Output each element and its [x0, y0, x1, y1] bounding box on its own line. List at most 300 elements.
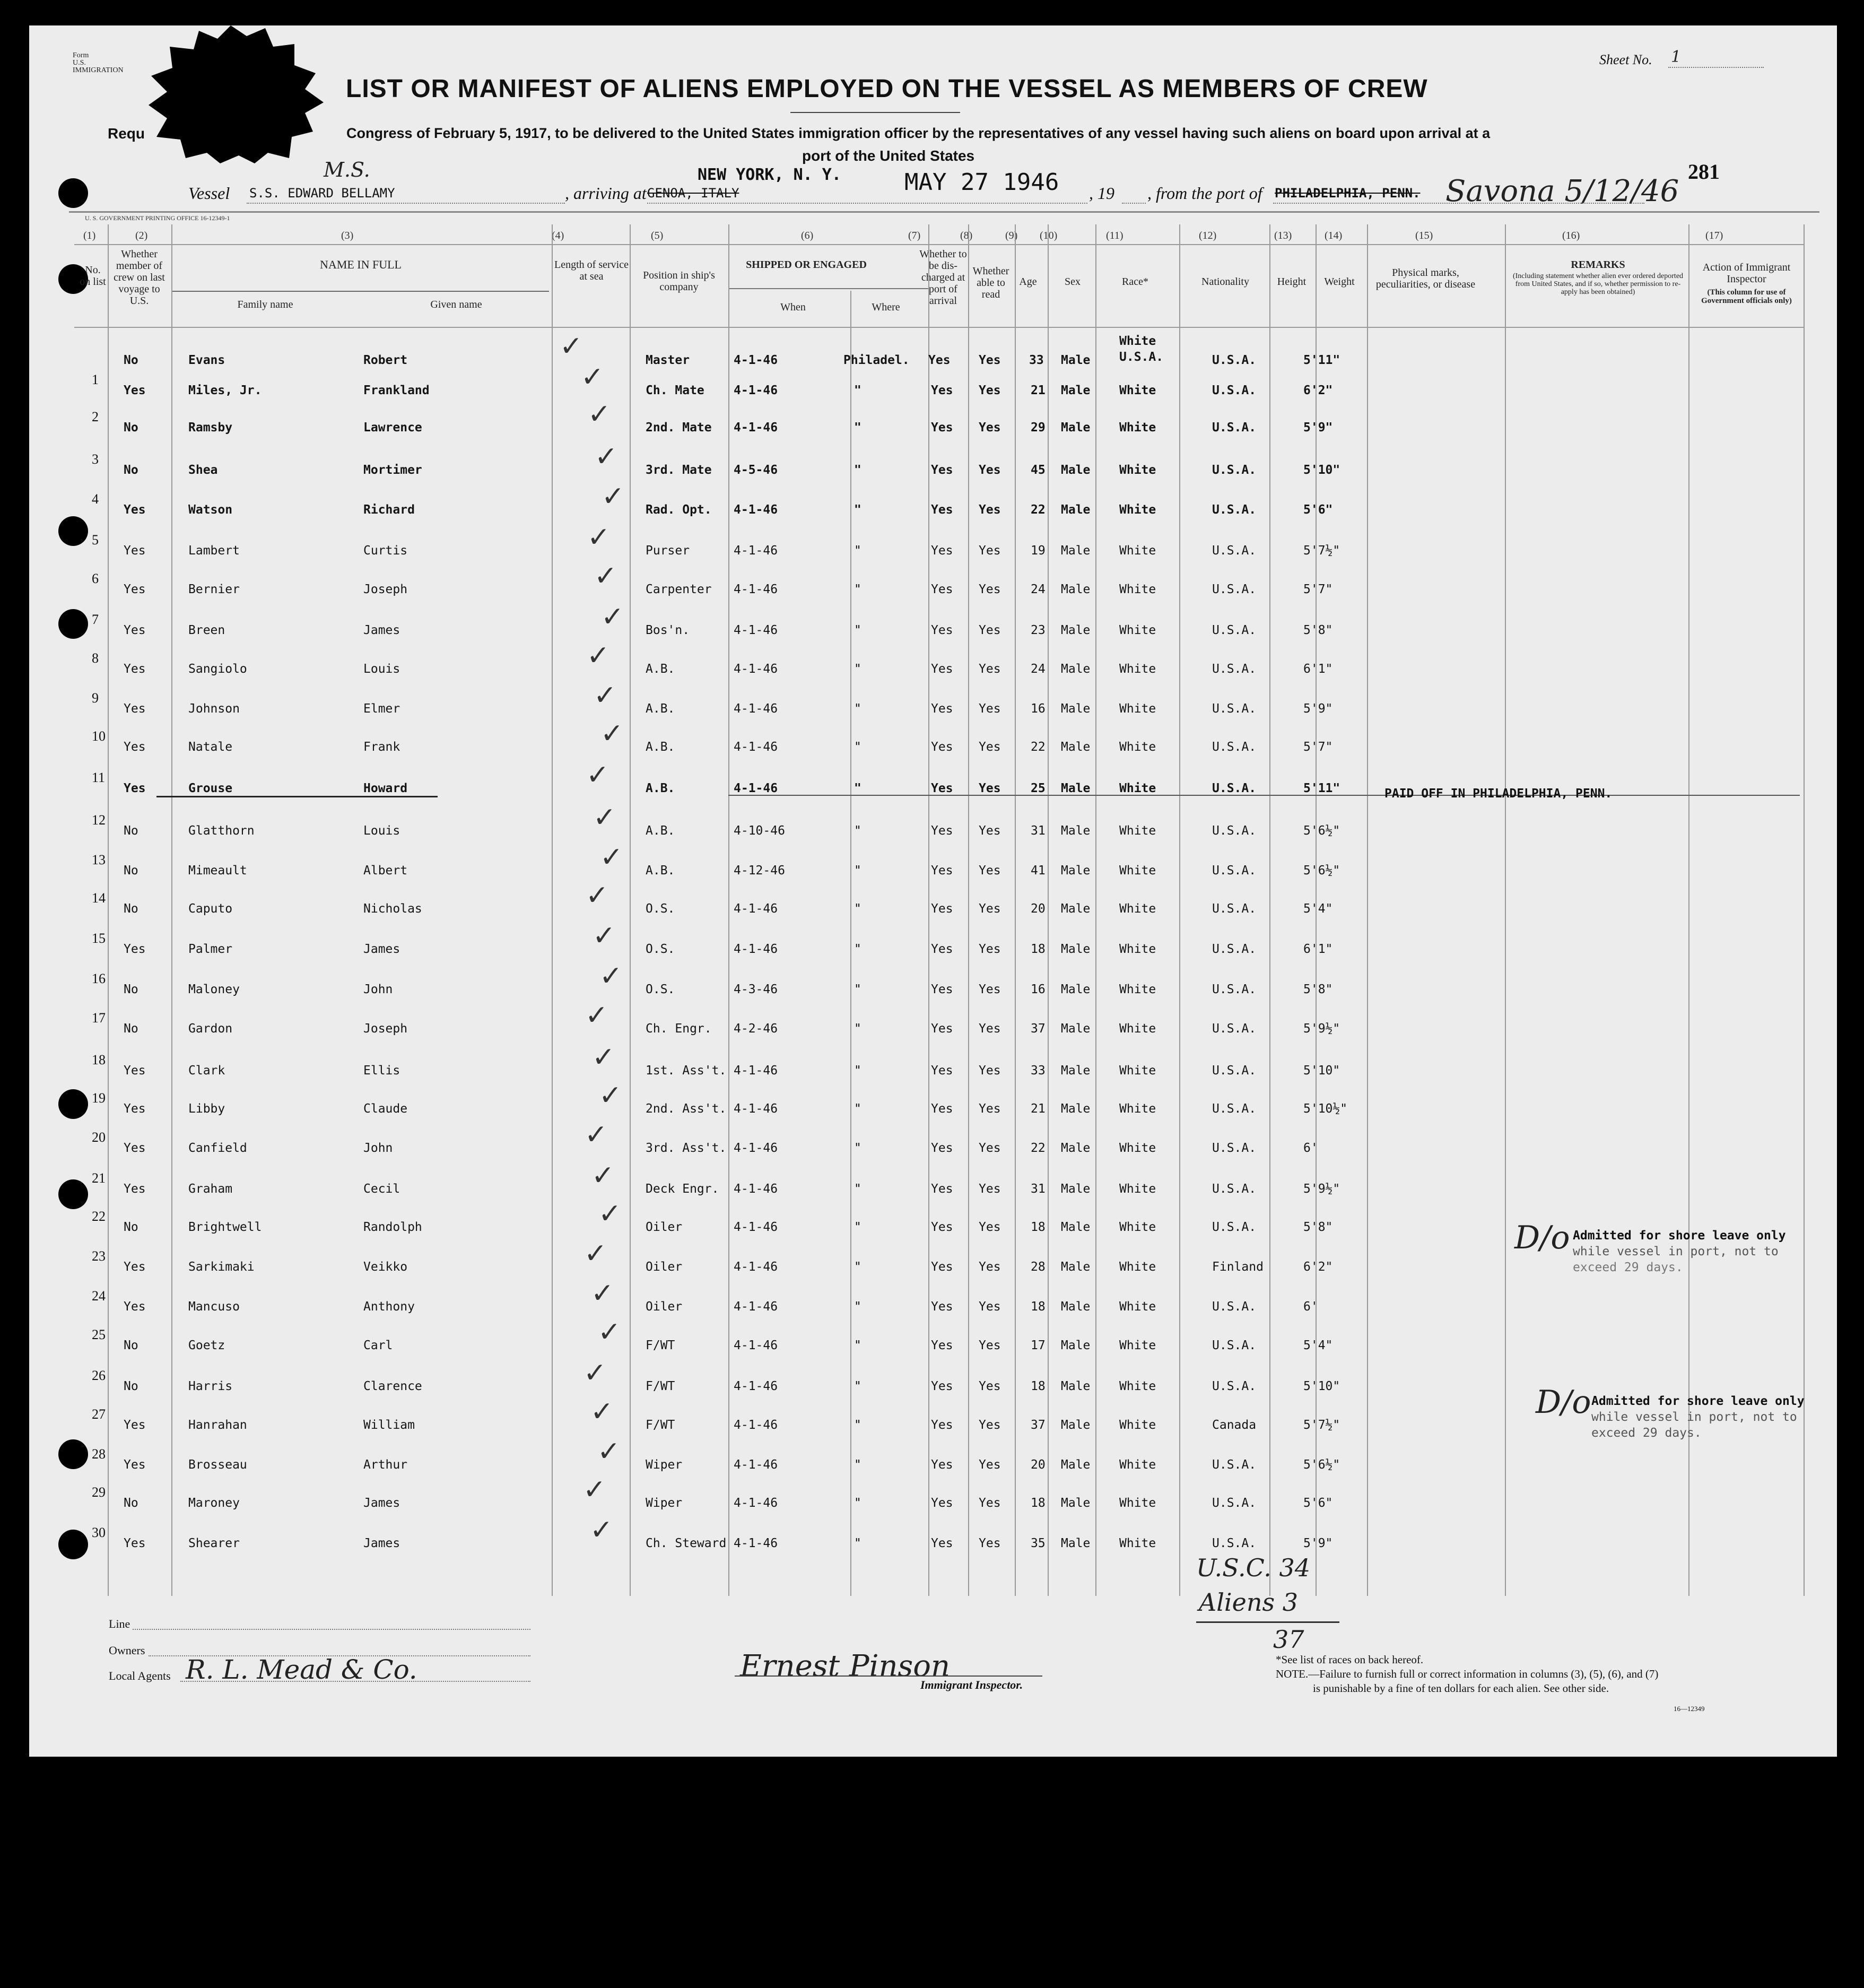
cell-race: White: [1119, 1536, 1156, 1550]
cell-crew: Yes: [124, 503, 146, 517]
cell-discharged: Yes: [931, 740, 953, 754]
cell-when: 4-1-46: [734, 740, 778, 754]
cell-where: ": [854, 782, 861, 795]
cell-crew: Yes: [124, 1418, 146, 1432]
cell-sex: Male: [1061, 740, 1091, 754]
cell-family: Sarkimaki: [188, 1260, 255, 1274]
cell-age: 22: [1031, 740, 1046, 754]
cell-race: White: [1119, 1339, 1156, 1352]
cell-when: 4-1-46: [734, 1379, 778, 1393]
cell-crew: No: [124, 864, 138, 878]
row-number: 15: [92, 931, 106, 946]
cell-height: 5'10": [1303, 463, 1340, 477]
cell-family: Mancuso: [188, 1300, 240, 1314]
cell-position: Ch. Engr.: [646, 1022, 712, 1036]
cell-given: Cecil: [363, 1182, 400, 1196]
col-weight: Weight: [1324, 276, 1355, 288]
cell-position: A.B.: [646, 864, 675, 878]
cell-read: Yes: [979, 983, 1001, 996]
check-mark-icon: ✓: [601, 601, 624, 633]
cell-sex: Male: [1061, 824, 1091, 838]
cell-discharged: Yes: [931, 1220, 953, 1234]
cell-where: ": [854, 1379, 861, 1393]
cell-when: 4-1-46: [734, 1141, 778, 1155]
cell-crew: Yes: [124, 583, 146, 596]
check-mark-icon: ✓: [584, 1238, 607, 1270]
cell-height: 5'10": [1303, 1379, 1340, 1393]
cell-discharged: Yes: [931, 544, 953, 558]
cell-crew: Yes: [124, 544, 146, 558]
check-mark-icon: ✓: [586, 880, 609, 911]
cell-race: White: [1119, 1418, 1156, 1432]
inspector-signature: Ernest Pinson: [740, 1649, 951, 1683]
cell-when: 4-1-46: [734, 1220, 778, 1234]
cell-height: 5'6": [1303, 503, 1333, 517]
cell-position: A.B.: [646, 702, 675, 716]
check-mark-icon: ✓: [593, 920, 616, 952]
agents-label: Local Agents: [109, 1669, 171, 1682]
cell-height: 5'9½": [1303, 1182, 1340, 1196]
cell-height: 5'8": [1303, 983, 1333, 996]
cell-crew: Yes: [124, 1300, 146, 1314]
page-title: LIST OR MANIFEST OF ALIENS EMPLOYED ON THE VESSEL AS MEMBERS OF CREW: [346, 75, 1428, 103]
col-shipped: SHIPPED OR ENGAGED: [746, 259, 867, 271]
cell-position: A.B.: [646, 662, 675, 676]
col-nationality: Nationality: [1201, 276, 1249, 288]
cell-discharged: Yes: [931, 1260, 953, 1274]
cell-discharged: Yes: [931, 1458, 953, 1472]
cell-position: Bos'n.: [646, 623, 690, 637]
row-number: 11: [92, 770, 106, 785]
cell-race: White: [1119, 1022, 1156, 1036]
cell-family: Miles, Jr.: [188, 384, 262, 397]
cell-discharged: Yes: [931, 1141, 953, 1155]
remark-paid-off: PAID OFF IN PHILADELPHIA, PENN.: [1384, 787, 1613, 801]
cell-race: White: [1119, 1458, 1156, 1472]
cell-age: 20: [1031, 1458, 1046, 1472]
cell-nationality: U.S.A.: [1212, 1022, 1257, 1036]
cell-age: 19: [1031, 544, 1046, 558]
cell-where: ": [854, 1418, 861, 1432]
cell-sex: Male: [1061, 1339, 1091, 1352]
col-action: Action of Immigrant Inspector: [1702, 262, 1791, 285]
cell-family: Lambert: [188, 544, 240, 558]
cell-nationality: U.S.A.: [1212, 544, 1257, 558]
cell-height: 5'9½": [1303, 1022, 1340, 1036]
cell-given: Curtis: [363, 544, 408, 558]
penalty-note-2: is punishable by a fine of ten dollars for each alien. See other side.: [1313, 1682, 1609, 1695]
cell-age: 18: [1031, 1300, 1046, 1314]
cell-height: 5'10½": [1303, 1102, 1348, 1116]
cell-position: O.S.: [646, 902, 675, 916]
cell-discharged: Yes: [931, 983, 953, 996]
cell-family: Mimeault: [188, 864, 247, 878]
cell-where: ": [854, 1022, 861, 1036]
printing-office: U. S. GOVERNMENT PRINTING OFFICE 16-12349-1: [85, 214, 230, 222]
cell-race: White: [1119, 503, 1156, 517]
remark-mark: D/o: [1514, 1219, 1570, 1256]
cell-read: Yes: [979, 1182, 1001, 1196]
cell-race: White: [1119, 463, 1156, 477]
cell-crew: No: [124, 1339, 138, 1352]
col-remarks: REMARKS: [1571, 259, 1625, 271]
cell-discharged: Yes: [931, 583, 953, 596]
cell-given: Ellis: [363, 1064, 400, 1078]
cell-crew: No: [124, 1022, 138, 1036]
check-mark-icon: ✓: [593, 802, 616, 834]
cell-nationality: U.S.A.: [1212, 623, 1257, 637]
punch-hole: [58, 178, 88, 208]
cell-nationality: Canada: [1212, 1418, 1257, 1432]
cell-family: Brosseau: [188, 1458, 247, 1472]
cell-when: 4-1-46: [734, 1064, 778, 1078]
cell-sex: Male: [1061, 421, 1091, 435]
row-number: 21: [92, 1170, 106, 1186]
cell-race: White: [1119, 1141, 1156, 1155]
cell-position: Ch. Mate: [646, 384, 704, 397]
cell-where: ": [854, 1064, 861, 1078]
cell-nationality: U.S.A.: [1212, 1064, 1257, 1078]
cell-height: 6'1": [1303, 942, 1333, 956]
cell-discharged: Yes: [931, 702, 953, 716]
cell-read: Yes: [979, 1458, 1001, 1472]
cell-height: 6'1": [1303, 662, 1333, 676]
cell-given: James: [363, 1496, 400, 1510]
cell-sex: Male: [1061, 1064, 1091, 1078]
cell-where: ": [854, 623, 861, 637]
cell-where: ": [854, 384, 861, 397]
cell-height: 5'7½": [1303, 544, 1340, 558]
check-mark-icon: ✓: [585, 1000, 608, 1031]
sheet-number: 1: [1671, 48, 1682, 66]
cell-discharged: Yes: [931, 1496, 953, 1510]
cell-age: 22: [1031, 1141, 1046, 1155]
cell-read: Yes: [979, 1220, 1001, 1234]
owners-label: Owners: [109, 1644, 145, 1657]
cell-position: A.B.: [646, 824, 675, 838]
black-seal-stamp: [119, 25, 342, 163]
col-read: Whether able to read: [972, 265, 1009, 300]
cell-height: 5'11": [1303, 782, 1340, 795]
row-number: 12: [92, 812, 106, 828]
cell-given: Louis: [363, 824, 400, 838]
cell-where: ": [854, 662, 861, 676]
cell-age: 29: [1031, 421, 1046, 435]
cell-sex: Male: [1061, 1260, 1091, 1274]
cell-where: ": [854, 583, 861, 596]
requirement-text-2: port of the United States: [802, 147, 975, 164]
cell-when: 4-1-46: [734, 662, 778, 676]
cell-age: 24: [1031, 583, 1046, 596]
cell-given: Elmer: [363, 702, 400, 716]
cell-family: Johnson: [188, 702, 240, 716]
cell-family: Maroney: [188, 1496, 240, 1510]
cell-race: White: [1119, 702, 1156, 716]
cell-family: Shea: [188, 463, 218, 477]
cell-sex: Male: [1061, 1141, 1091, 1155]
col-age: Age: [1019, 276, 1037, 288]
cell-race: White: [1119, 1496, 1156, 1510]
cell-position: O.S.: [646, 983, 675, 996]
cell-read: Yes: [979, 1536, 1001, 1550]
cell-given: Clarence: [363, 1379, 422, 1393]
cell-race: White: [1119, 864, 1156, 878]
cell-height: 5'6½": [1303, 824, 1340, 838]
cell-where: ": [854, 1220, 861, 1234]
cell-sex: Male: [1061, 1102, 1091, 1116]
vessel-label: Vessel: [188, 184, 230, 203]
cell-where: ": [854, 702, 861, 716]
cell-crew: No: [124, 1379, 138, 1393]
cell-when: 4-1-46: [734, 1260, 778, 1274]
cell-age: 41: [1031, 864, 1046, 878]
cell-when: 4-1-46: [734, 1418, 778, 1432]
cell-read: Yes: [979, 421, 1001, 435]
tally-line-2: Aliens 3: [1199, 1588, 1298, 1617]
cell-race: White: [1119, 1220, 1156, 1234]
cell-given: Richard: [363, 503, 415, 517]
cell-position: Ch. Steward: [646, 1536, 727, 1550]
cell-nationality: U.S.A.: [1212, 782, 1257, 795]
cell-age: 28: [1031, 1260, 1046, 1274]
cell-family: Graham: [188, 1182, 233, 1196]
penalty-note: NOTE.—Failure to furnish full or correct information in columns (3), (5), (6), and (7): [1276, 1668, 1659, 1680]
cell-position: Carpenter: [646, 583, 712, 596]
cell-sex: Male: [1061, 503, 1091, 517]
cell-given: Louis: [363, 662, 400, 676]
cell-height: 5'9": [1303, 702, 1333, 716]
cell-nationality: U.S.A.: [1212, 1102, 1257, 1116]
cell-age: 31: [1031, 824, 1046, 838]
col-height: Height: [1277, 276, 1306, 288]
cell-nationality: U.S.A.: [1212, 463, 1257, 477]
row-number: 6: [92, 571, 99, 586]
cell-family: Goetz: [188, 1339, 225, 1352]
cell-nationality: U.S.A.: [1212, 1536, 1257, 1550]
cell-where: ": [854, 1300, 861, 1314]
cell-discharged: Yes: [931, 782, 953, 795]
cell-read: Yes: [979, 1496, 1001, 1510]
remark-mark: D/o: [1536, 1384, 1591, 1421]
cell-crew: Yes: [124, 702, 146, 716]
cell-given: Mortimer: [363, 463, 422, 477]
check-mark-icon: ✓: [586, 759, 609, 791]
cell-read: Yes: [979, 782, 1001, 795]
cell-nationality: U.S.A.: [1212, 942, 1257, 956]
row-number: 16: [92, 971, 106, 986]
cell-discharged: Yes: [931, 1022, 953, 1036]
cell-sex: Male: [1061, 1458, 1091, 1472]
cell-discharged: Yes: [931, 864, 953, 878]
cell-nationality: U.S.A.: [1212, 864, 1257, 878]
cell-crew: Yes: [124, 740, 146, 754]
cell-when: 4-1-46: [734, 623, 778, 637]
cell-age: 35: [1031, 1536, 1046, 1550]
cell-crew: Yes: [124, 1536, 146, 1550]
check-mark-icon: ✓: [591, 1160, 615, 1192]
cell-read: Yes: [979, 544, 1001, 558]
cell-where: ": [854, 1102, 861, 1116]
cell-age: 18: [1031, 942, 1046, 956]
cell-read: Yes: [979, 1379, 1001, 1393]
col-sex: Sex: [1065, 276, 1081, 288]
cell-crew: No: [124, 983, 138, 996]
row-number: 9: [92, 690, 99, 706]
cell-family: Natale: [188, 740, 233, 754]
cell-nationality: U.S.A.: [1212, 583, 1257, 596]
cell-read: Yes: [979, 1064, 1001, 1078]
cell-sex: Male: [1061, 463, 1091, 477]
cell-when: 4-1-46: [734, 503, 778, 517]
row-number: 4: [92, 491, 99, 507]
cell-given: James: [363, 623, 400, 637]
cell-read: Yes: [979, 463, 1001, 477]
check-mark-icon: ✓: [600, 841, 623, 873]
cell-crew: Yes: [124, 1064, 146, 1078]
cell-sex: Male: [1061, 983, 1091, 996]
cell-given: James: [363, 1536, 400, 1550]
cell-age: 18: [1031, 1496, 1046, 1510]
cell-nationality: U.S.A.: [1212, 902, 1257, 916]
cell-age: 18: [1031, 1220, 1046, 1234]
cell-sex: Male: [1061, 623, 1091, 637]
check-mark-icon: ✓: [598, 1316, 621, 1348]
cell-nationality: U.S.A.: [1212, 1300, 1257, 1314]
cell-height: 5'6½": [1303, 1458, 1340, 1472]
cell-position: O.S.: [646, 942, 675, 956]
cell-nationality: U.S.A.: [1212, 1141, 1257, 1155]
cell-crew: Yes: [124, 384, 146, 397]
line-label: Line: [109, 1617, 130, 1630]
cell-where: ": [854, 942, 861, 956]
cell-height: 5'9": [1303, 1536, 1333, 1550]
cell-read: Yes: [979, 864, 1001, 878]
cell-where: ": [854, 1339, 861, 1352]
check-mark-icon: ✓: [583, 1474, 606, 1506]
cell-where: ": [854, 1536, 861, 1550]
cell-position: F/WT: [646, 1418, 675, 1432]
row-number: 13: [92, 852, 106, 867]
row-number: 1: [92, 372, 99, 387]
row-number: 3: [92, 452, 99, 467]
cell-when: 4-1-46: [734, 421, 778, 435]
cell-given: Carl: [363, 1339, 393, 1352]
from-port-struck: PHILADELPHIA, PENN.: [1275, 186, 1421, 201]
cell-age: 16: [1031, 702, 1046, 716]
sheet-label: Sheet No.: [1599, 52, 1652, 67]
cell-given: Albert: [363, 864, 408, 878]
cell-family: Glatthorn: [188, 824, 255, 838]
cell-where: ": [854, 740, 861, 754]
cell-discharged: Yes: [931, 463, 953, 477]
cell-nationality: U.S.A.: [1212, 983, 1257, 996]
cell-discharged: Yes: [931, 421, 953, 435]
row-number: 28: [92, 1446, 106, 1462]
cell-when: 4-5-46: [734, 463, 778, 477]
cell-family: Bernier: [188, 583, 240, 596]
cell-family: Harris: [188, 1379, 233, 1393]
cell-where: ": [854, 1141, 861, 1155]
cell-race: White: [1119, 942, 1156, 956]
cell-discharged: Yes: [931, 1064, 953, 1078]
cell-when: 4-1-46: [734, 1496, 778, 1510]
cell-when: 4-12-46: [734, 864, 785, 878]
row-number: 7: [92, 612, 99, 627]
cell-discharged: Yes: [931, 662, 953, 676]
row-number: 10: [92, 728, 106, 744]
from-port-handwritten: Savona 5/12/46: [1445, 174, 1679, 209]
cell-height: 6'2": [1303, 384, 1333, 397]
cell-height: 5'4": [1303, 1339, 1333, 1352]
cell-sex: Male: [1061, 544, 1091, 558]
cell-race: White: [1119, 1300, 1156, 1314]
cell-height: 5'8": [1303, 1220, 1333, 1234]
cell-where: ": [854, 463, 861, 477]
row-number: 8: [92, 650, 99, 666]
cell-nationality: U.S.A.: [1212, 662, 1257, 676]
cell-nationality: U.S.A.: [1212, 1458, 1257, 1472]
cell-position: 3rd. Ass't.: [646, 1141, 727, 1155]
stamp-number: 281: [1688, 160, 1720, 184]
cell-family: Clark: [188, 1064, 225, 1078]
cell-race: White: [1119, 583, 1156, 596]
arriving-port: NEW YORK, N. Y.: [698, 166, 841, 184]
cell-race: White: [1119, 1182, 1156, 1196]
cell-height: 6': [1303, 1141, 1318, 1155]
cell-given: Anthony: [363, 1300, 415, 1314]
punch-hole: [58, 1530, 88, 1559]
cell-height: 5'8": [1303, 623, 1333, 637]
check-mark-icon: ✓: [600, 718, 624, 750]
cell-discharged: Yes: [931, 1182, 953, 1196]
check-mark-icon: ✓: [599, 1080, 622, 1112]
cell-when: 4-1-46: [734, 544, 778, 558]
check-mark-icon: ✓: [587, 522, 611, 553]
cell-position: Deck Engr.: [646, 1182, 719, 1196]
date-stamp: MAY 27 1946: [904, 169, 1059, 196]
col-race: Race*: [1122, 276, 1148, 288]
cell-age: 18: [1031, 1379, 1046, 1393]
punch-hole: [58, 609, 88, 639]
cell-read: Yes: [979, 942, 1001, 956]
cell-when: 4-3-46: [734, 983, 778, 996]
cell-given: Randolph: [363, 1220, 422, 1234]
manifest-sheet: Form U.S. IMMIGRATION Sheet No. 1 281 LIST OR MANIFEST OF ALIENS EMPLOYED ON THE VESSEL AS MEMBERS OF CREW Requ Congress of February 5, 1917, to be delivered to the United States immigration officer by the representatives of any vessel having such aliens on board upon arrival at a port of the United States Vessel M.S. S.S. EDWARD BELLAMY , arriving at NEW YORK, N. Y. GENOA, ITALY MAY 27 1946 , 19 , from the port of PHILADELPHIA, PENN. Savona 5/12/46 U. S. GOVERNMENT PRINTING OFFICE 16-12349-1 (1) (2) (3) (4) (5) (6) (7) (8) (9) (10) (11) (12) (13) (14) (15) (16) (17) No. on list Whether member of crew on last voyage to U.S. NAME IN FULL Family name Given name Length of service at sea Position in ship's company SHIPPED OR ENGAGED When Where Whether to be dis-charged at port of arrival Whether able to read Age Sex Race* Nationality Height Weight Physical marks, peculiarities, or disease REMARKS (Including statement whether alien ever ordered deported from United States, and if so, whether permission to re-apply has been obtained) Action of Immigrant Inspector (This column for use of Government officials only) No Evans Robert ✓ Master 4-1-46 Philadel. Yes Yes 33 Male White U.S.A. U.S.A. 5'11" 1 ✓ Yes Miles, Jr. Frankland Ch. Mate 4-1-46 " Yes Yes 21 Male White U.S.A. 6'2" 2 ✓ No Ramsby Lawrence 2nd. Mate 4-1-46 " Yes Yes 29 Male White U.S.A. 5'9" 3 ✓ No Shea Mortimer 3rd. Mate 4-5-46 " Yes Yes 45 Male White U.S.A. 5'10" 4 ✓ Yes Watson Richard Rad. Opt. 4-1-46 " Yes Yes 22 Male White U.S.A. 5'6" 5 ✓ Yes Lambert Curtis Purser 4-1-46 " Yes Yes 19 Male White U.S.A. 5'7½" 6 ✓ Yes Bernier Joseph Carpenter 4-1-46 " Yes Yes 24 Male White U.S.A. 5'7" 7 ✓ Yes Breen James Bos'n. 4-1-46 " Yes Yes 23 Male White U.S.A. 5'8" 8 ✓ Yes Sangiolo Louis A.B. 4-1-46 " Yes Yes 24 Male White U.S.A. 6'1" 9 ✓ Yes Johnson Elmer A.B. 4-1-46 " Yes Yes 16 Male White U.S.A. 5'9" 10 ✓ Yes Natale Frank A.B. 4-1-46 " Yes Yes 22 Male White U.S.A. 5'7" 11 ✓ Yes Grouse Howard A.B. 4-1-46 " Yes Yes 25 Male White U.S.A. 5'11" 12 ✓ No Glatthorn Louis A.B. 4-10-46 " Yes Yes 31 Male White U.S.A. 5'6½" 13 ✓ No Mimeault Albert A.B. 4-12-46 " Yes Yes 41 Male White U.S.A. 5'6½" 14 ✓ No Caputo Nicholas O.S. 4-1-46 " Yes Yes 20 Male White U.S.A. 5'4" 15 ✓ Yes Palmer James O.S. 4-1-46 " Yes Yes 18 Male White U.S.A. 6'1" 16 ✓ No Maloney John O.S. 4-3-46 " Yes Yes 16 Male White U.S.A. 5'8" 17 ✓ No Gardon Joseph Ch. Engr. 4-2-46 " Yes Yes 37 Male White U.S.A. 5'9½" 18 ✓ Yes Clark Ellis 1st. Ass't. 4-1-46 " Yes Yes 33 Male White U.S.A. 5'10" 19 ✓ Yes Libby Claude 2nd. Ass't. 4-1-46 " Yes Yes 21 Male White U.S.A. 5'10½" 20 ✓ Yes Canfield John 3rd. Ass't. 4-1-46 " Yes Yes 22 Male White U.S.A. 6' 21 ✓ Yes Graham Cecil Deck Engr. 4-1-46 " Yes Yes 31 Male White U.S.A. 5'9½" 22 ✓ No Brightwell Randolph Oiler 4-1-46 " Yes Yes 18 Male White U.S.A. 5'8" 23 ✓ Yes Sarkimaki Veikko Oiler 4-1-46 " Yes Yes 28 Male White Finland 6'2" 24 ✓ Yes Mancuso Anthony Oiler 4-1-46 " Yes Yes 18 Male White U.S.A. 6' 25 ✓ No Goetz Carl F/WT 4-1-46 " Yes Yes 17 Male White U.S.A. 5'4" 26 ✓ No Harris Clarence F/WT 4-1-46 " Yes Yes 18 Male White U.S.A. 5'10" 27 ✓ Yes Hanrahan William F/WT 4-1-46 " Yes Yes 37 Male White Canada 5'7½" 28 ✓ Yes Brosseau Arthur Wiper 4-1-46 " Yes Yes 20 Male White U.S.A. 5'6½" 29 ✓ No Maroney James Wiper 4-1-46 " Yes Yes 18 Male White U.S.A. 5'6" 30 ✓ Yes Shearer James Ch. Steward 4-1-46 " Yes Yes 35 Male White U.S.A. 5'9" PAID OFF IN PHILADELPHIA, PENN. D/o Admitted for shore leave only while vessel in port, not to exceed 29 days. D/o Admitted for shore leave only while vessel in port, not to exceed 29 days. U.S.C. 34 Aliens 3 37 Line Owners Local Agents R. L. Mead & Co. Ernest Pinson Immigrant Inspector. *See list of races on back hereof. NOTE.—Failure to furnish full or correct information in columns (3), (5), (6), and (7) is punishable by a fine of ten dollars for each alien. See other side. 16—12349: [29, 25, 1837, 1757]
check-mark-icon: ✓: [590, 1396, 614, 1428]
cell-race: White: [1119, 1260, 1156, 1274]
cell-sex: Male: [1061, 662, 1091, 676]
cell-read: Yes: [979, 1022, 1001, 1036]
tally-total: 37: [1273, 1625, 1304, 1654]
check-mark-icon: ✓: [581, 361, 604, 393]
cell-family: Gardon: [188, 1022, 233, 1036]
cell-race: White: [1119, 421, 1156, 435]
cell-age: 31: [1031, 1182, 1046, 1196]
vessel-name: S.S. EDWARD BELLAMY: [249, 186, 395, 201]
row-number: 26: [92, 1368, 106, 1383]
cell-crew: Yes: [124, 623, 146, 637]
cell-nationality: U.S.A.: [1212, 740, 1257, 754]
cell-race: White: [1119, 1064, 1156, 1078]
punch-hole: [58, 1179, 88, 1209]
cell-sex: Male: [1061, 782, 1091, 795]
check-mark-icon: ✓: [587, 640, 610, 672]
col-action-sub: (This column for use of Government officials only): [1701, 288, 1792, 305]
punch-hole: [58, 1439, 88, 1469]
row-number: 14: [92, 890, 106, 906]
cell-when: 4-1-46: [734, 902, 778, 916]
cell-crew: No: [124, 1496, 138, 1510]
